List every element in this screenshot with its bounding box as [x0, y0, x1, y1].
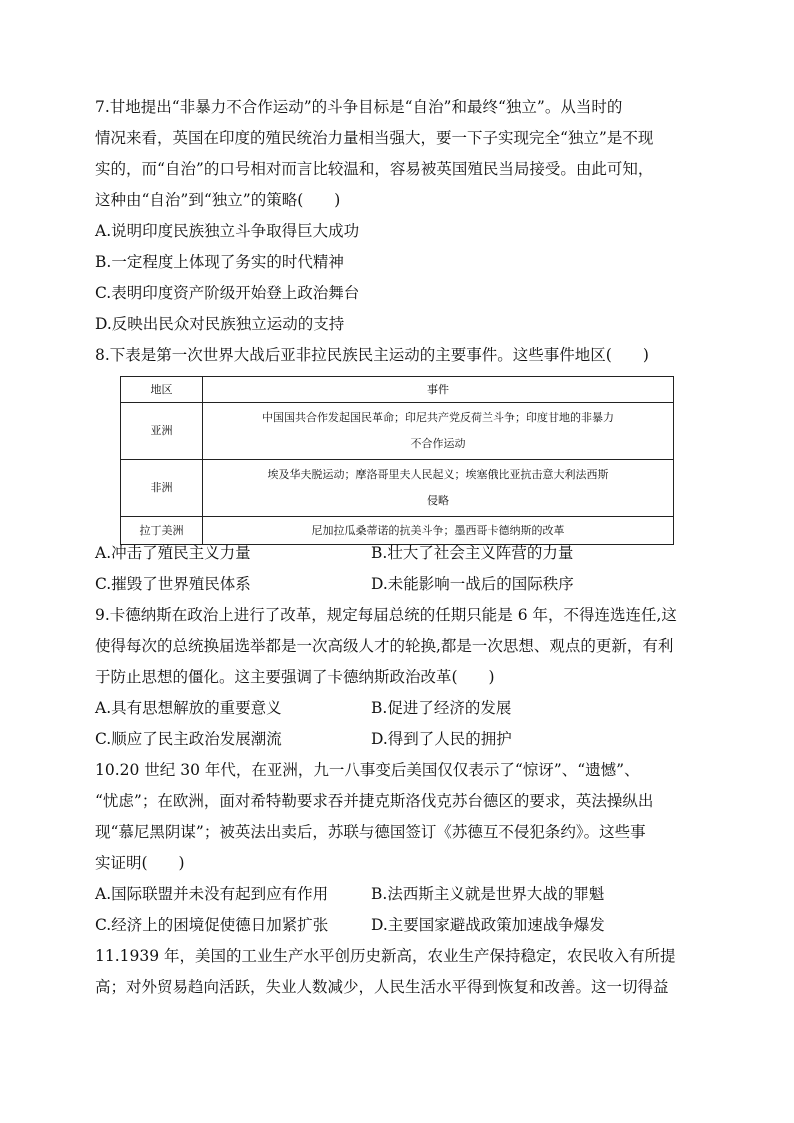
table-cell-events [203, 403, 674, 460]
q9-stem-line-1: 9.卡德纳斯在政治上进行了改革，规定每届总统的任期只能是 6 年，不得连选连任,这 [95, 606, 677, 624]
q9-option-c[interactable]: C.顺应了民主政治发展潮流 [95, 730, 282, 748]
table-cell-events [203, 460, 674, 517]
q10-stem-line-1: 10.20 世纪 30 年代，在亚洲，九一八事变后美国仅仅表示了“惊讶”、“遗憾”、 [95, 761, 640, 779]
q10-option-c[interactable]: C.经济上的困境促使德日加紧扩张 [95, 916, 329, 934]
q10-stem-line-4: 实证明( ) [95, 854, 185, 872]
q8-option-d[interactable]: D.未能影响一战后的国际秩序 [371, 575, 574, 593]
table-cell-region: 亚洲 [121, 403, 203, 460]
q8-option-a[interactable]: A.冲击了殖民主义力量 [95, 544, 251, 562]
q7-stem-line-1: 7.甘地提出“非暴力不合作运动”的斗争目标是“自治”和最终“独立”。从当时的 [95, 98, 623, 116]
table-cell-events [203, 517, 674, 545]
table-header-events: 事件 [203, 377, 674, 403]
table-row [121, 460, 674, 517]
table-cell-events-line: 不合作运动 [410, 437, 466, 450]
q8-stem: 8.下表是第一次世界大战后亚非拉民族民主运动的主要事件。这些事件地区( ) [95, 346, 649, 364]
table-cell-events-line: 中国国共合作发起国民革命；印尼共产党反荷兰斗争；印度甘地的非暴力 [262, 411, 614, 424]
q7-option-a[interactable]: A.说明印度民族独立斗争取得巨大成功 [95, 222, 360, 240]
q10-option-d[interactable]: D.主要国家避战政策加速战争爆发 [371, 916, 605, 934]
q9-option-a[interactable]: A.具有思想解放的重要意义 [95, 699, 282, 717]
table-row [121, 517, 674, 545]
table-cell-events-line: 埃及华夫脱运动；摩洛哥里夫人民起义；埃塞俄比亚抗击意大利法西斯 [267, 468, 609, 481]
q9-option-b[interactable]: B.促进了经济的发展 [371, 699, 512, 717]
table-cell-events-line: 侵略 [427, 494, 449, 507]
q7-option-b[interactable]: B.一定程度上体现了务实的时代精神 [95, 253, 344, 271]
q11-stem-line-1: 11.1939 年，美国的工业生产水平创历史新高，农业生产保持稳定，农民收入有所提 [95, 947, 676, 965]
q9-stem-line-3: 于防止思想的僵化。这主要强调了卡德纳斯政治改革( ) [95, 668, 495, 686]
q10-stem-line-3: 现“慕尼黑阴谋”；被英法出卖后，苏联与德国签订《苏德互不侵犯条约》。这些事 [95, 823, 646, 841]
table-cell-region: 拉丁美洲 [121, 517, 203, 545]
q10-option-b[interactable]: B.法西斯主义就是世界大战的罪魁 [371, 885, 605, 903]
q9-stem-line-2: 使得每次的总统换届选举都是一次高级人才的轮换,都是一次思想、观点的更新，有利 [95, 637, 674, 655]
q10-option-a[interactable]: A.国际联盟并未没有起到应有作用 [95, 885, 329, 903]
q8-option-b[interactable]: B.壮大了社会主义阵营的力量 [371, 544, 574, 562]
table-cell-events-line: 尼加拉瓜桑蒂诺的抗美斗争；墨西哥卡德纳斯的改革 [311, 523, 565, 537]
q7-stem-line-4: 这种由“自治”到“独立”的策略( ) [95, 191, 341, 209]
q9-option-d[interactable]: D.得到了人民的拥护 [371, 730, 512, 748]
table-cell-region: 非洲 [121, 460, 203, 517]
table-header-row [121, 377, 674, 403]
q7-option-d[interactable]: D.反映出民众对民族独立运动的支持 [95, 315, 345, 333]
q7-stem-line-3: 实的，而“自治”的口号相对而言比较温和，容易被英国殖民当局接受。由此可知， [95, 160, 654, 178]
q7-option-c[interactable]: C.表明印度资产阶级开始登上政治舞台 [95, 284, 360, 302]
events-table [120, 376, 674, 545]
q11-stem-line-2: 高；对外贸易趋向活跃，失业人数减少，人民生活水平得到恢复和改善。这一切得益 [95, 978, 669, 996]
table-header-region: 地区 [121, 377, 203, 403]
table-row [121, 403, 674, 460]
q10-stem-line-2: “忧虑”；在欧洲，面对希特勒要求吞并捷克斯洛伐克苏台德区的要求，英法操纵出 [95, 792, 654, 810]
q8-option-c[interactable]: C.摧毁了世界殖民体系 [95, 575, 251, 593]
q7-stem-line-2: 情况来看，英国在印度的殖民统治力量相当强大，要一下子实现完全“独立”是不现 [95, 129, 654, 147]
